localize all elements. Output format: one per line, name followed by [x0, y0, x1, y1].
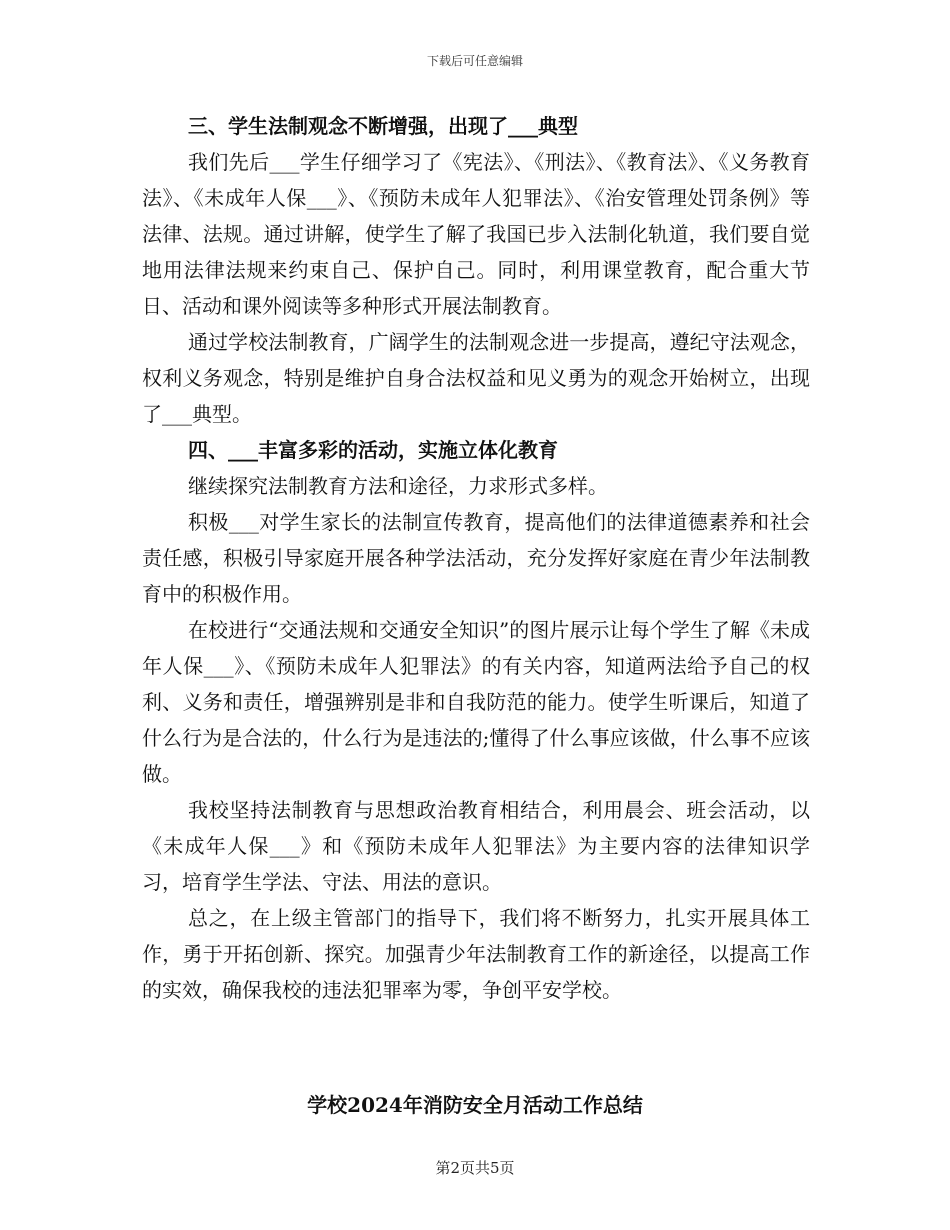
- paragraph-traffic-exhibit: 在校进行“交通法规和交通安全知识”的图片展示让每个学生了解《未成年人保___》、《预防未成年人犯罪法》的有关内容，知道两法给予自己的权利、义务和责任，增强辨别是非和自我防范的能力。使学生听课后，知道了什么行为是合法的，什么行为是违法的;懂得了什么事应该做，什么事不应该做。: [142, 618, 810, 786]
- document-body: [142, 108, 810, 1008]
- section-heading-4: 四、___丰富多彩的活动，实施立体化教育: [188, 438, 558, 462]
- page-number: 第2页共5页: [435, 1159, 515, 1177]
- paragraph-conclusion: 总之，在上级主管部门的指导下，我们将不断努力，扎实开展具体工作，勇于开拓创新、探究。加强青少年法制教育工作的新途径，以提高工作的实效，确保我校的违法犯罪率为零，争创平安学校。: [142, 906, 810, 1002]
- paragraph-law-study: 我们先后___学生仔细学习了《宪法》、《刑法》、《教育法》、《义务教育法》、《未成年人保___》、《预防未成年人犯罪法》、《治安管理处罚条例》等法律、法规。通过讲解，使学生了解了我国已步入法制化轨道，我们要自觉地用法律法规来约束自己、保护自己。同时，利用课堂教育，配合重大节日、活动和课外阅读等多种形式开展法制教育。: [142, 150, 810, 318]
- page-header-note: 下载后可任意编辑: [426, 54, 523, 68]
- next-section-title: 学校2024年消防安全月活动工作总结: [307, 1093, 643, 1117]
- paragraph-parents: 积极___对学生家长的法制宣传教育，提高他们的法律道德素养和社会责任感，积极引导家庭开展各种学法活动，充分发挥好家庭在青少年法制教育中的积极作用。: [142, 510, 810, 606]
- section-heading-3: 三、学生法制观念不断增强，出现了___典型: [188, 114, 578, 138]
- paragraph-combined-education: 我校坚持法制教育与思想政治教育相结合，利用晨会、班会活动，以《未成年人保___》和《预防未成年人犯罪法》为主要内容的法律知识学习，培育学生学法、守法、用法的意识。: [142, 798, 810, 894]
- paragraph-methods: 继续探究法制教育方法和途径，力求形式多样。: [188, 474, 608, 498]
- paragraph-law-awareness: 通过学校法制教育，广阔学生的法制观念进一步提高，遵纪守法观念，权利义务观念，特别是维护自身合法权益和见义勇为的观念开始树立，出现了___典型。: [142, 330, 810, 426]
